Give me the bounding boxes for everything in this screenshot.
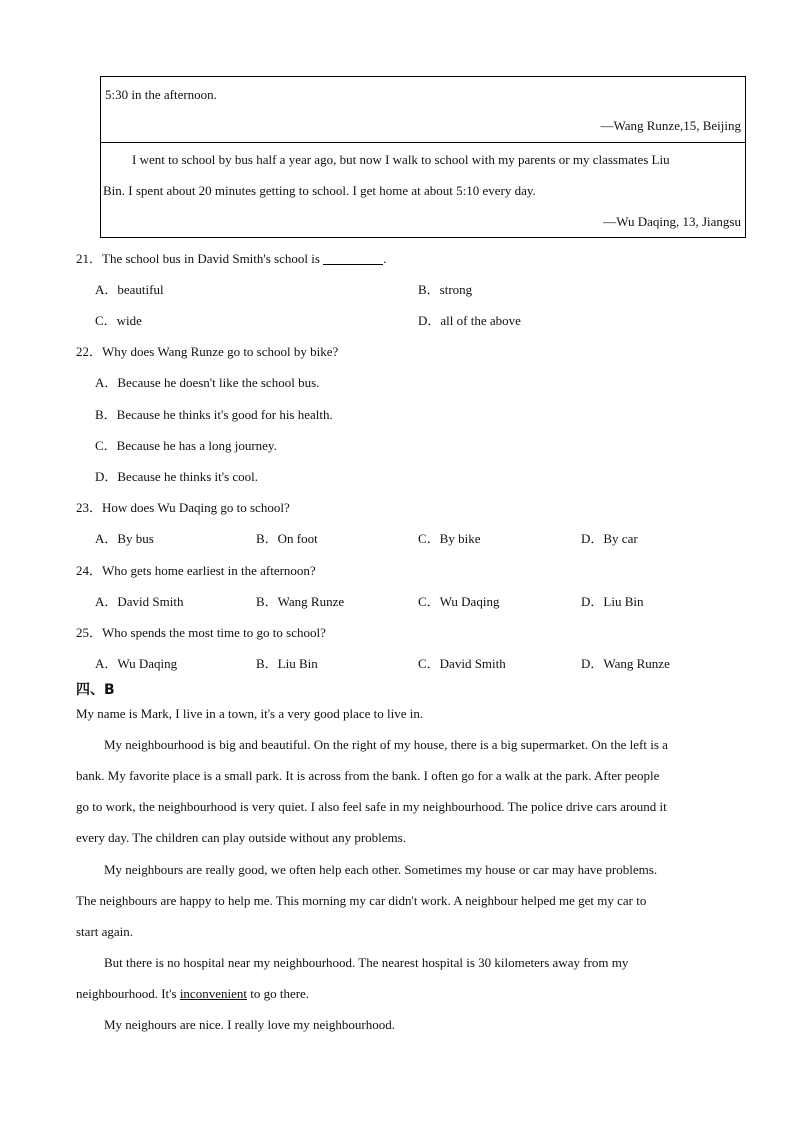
- question-24: 24．Who gets home earliest in the afternoon?: [76, 563, 316, 578]
- question-23: 23．How does Wu Daqing go to school?: [76, 500, 290, 515]
- option-b: B．strong: [418, 282, 473, 297]
- option-d: D．all of the above: [418, 313, 521, 328]
- option-a: A．By bus: [95, 531, 154, 546]
- question-22: 22．Why does Wang Runze go to school by bike?: [76, 344, 339, 359]
- option-d: D．Wang Runze: [581, 656, 670, 671]
- paragraph-line: My name is Mark, I live in a town, it's a very good place to live in.: [76, 706, 424, 721]
- question-stem: 21．The school bus in David Smith's school is: [76, 251, 324, 266]
- underlined-word: inconvenient: [179, 986, 247, 1001]
- answer-blank: [323, 252, 383, 265]
- box-divider: [101, 142, 745, 143]
- paragraph-line: start again.: [76, 924, 134, 939]
- paragraph-line: My neighbourhood is big and beautiful. On the right of my house, there is a big supermarket. On the left is a: [104, 737, 668, 752]
- option-b: B．Wang Runze: [256, 594, 345, 609]
- option-c: C．By bike: [418, 531, 481, 546]
- option-a: A．Because he doesn't like the school bus.: [95, 375, 320, 390]
- section-title: 四、B: [76, 682, 115, 698]
- paragraph-text: to go there.: [246, 986, 310, 1001]
- option-a: A．Wu Daqing: [95, 656, 178, 671]
- paragraph-text: neighbourhood. It's: [76, 986, 180, 1001]
- option-c: C．Wu Daqing: [418, 594, 500, 609]
- option-b: B．On foot: [256, 531, 318, 546]
- question-21: [76, 248, 386, 267]
- question-25: 25．Who spends the most time to go to school?: [76, 625, 326, 640]
- paragraph-line: every day. The children can play outside without any problems.: [76, 830, 406, 845]
- option-c: C．David Smith: [418, 656, 506, 671]
- box-paragraph-line: I went to school by bus half a year ago, but now I walk to school with my parents or my classmates Liu: [132, 152, 670, 167]
- paragraph-line: bank. My favorite place is a small park. It is across from the bank. I often go for a walk at the park. After people: [76, 768, 660, 783]
- passage-box: [100, 76, 746, 238]
- box-paragraph-line: Bin. I spent about 20 minutes getting to school. I get home at about 5:10 every day.: [103, 183, 536, 198]
- option-a: A．David Smith: [95, 594, 184, 609]
- signature-wang-runze: —Wang Runze,15, Beijing: [600, 118, 741, 133]
- option-b: B．Liu Bin: [256, 656, 318, 671]
- option-d: D．Because he thinks it's cool.: [95, 469, 259, 484]
- paragraph-line: go to work, the neighbourhood is very quiet. I also feel safe in my neighbourhood. The police drive cars around it: [76, 799, 667, 814]
- option-c: C．Because he has a long journey.: [95, 438, 277, 453]
- option-d: D．Liu Bin: [581, 594, 644, 609]
- paragraph-line: The neighbours are happy to help me. This morning my car didn't work. A neighbour helped me get my car to: [76, 893, 647, 908]
- paragraph-line: My neighours are nice. I really love my neighbourhood.: [104, 1017, 395, 1032]
- option-d: D．By car: [581, 531, 638, 546]
- option-a: A．beautiful: [95, 282, 164, 297]
- option-b: B．Because he thinks it's good for his health.: [95, 407, 333, 422]
- box-text-line: 5:30 in the afternoon.: [105, 87, 217, 102]
- paragraph-line: [76, 986, 309, 1002]
- paragraph-line: My neighbours are really good, we often help each other. Sometimes my house or car may have problems.: [104, 862, 658, 877]
- option-c: C．wide: [95, 313, 142, 328]
- paragraph-line: But there is no hospital near my neighbourhood. The nearest hospital is 30 kilometers away from my: [104, 955, 629, 970]
- question-stem-end: .: [383, 251, 387, 266]
- signature-wu-daqing: —Wu Daqing, 13, Jiangsu: [603, 214, 741, 229]
